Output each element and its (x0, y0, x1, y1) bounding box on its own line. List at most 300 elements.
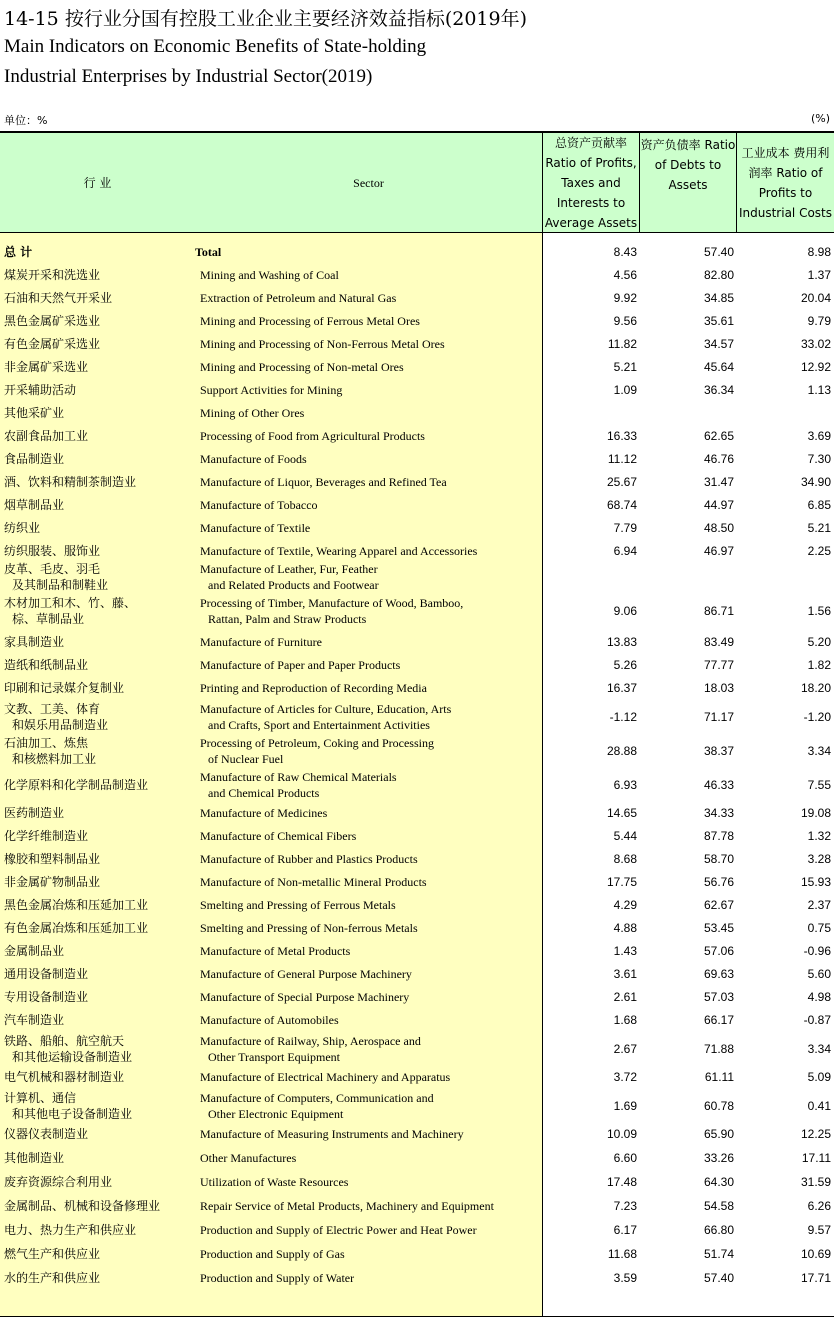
table-row (0, 561, 834, 593)
row-sector-zh (4, 701, 108, 733)
table-row (0, 1012, 834, 1028)
row-sector-zh (4, 313, 100, 329)
row-sector-zh-line: 开采辅助活动 (4, 383, 77, 397)
row-value-assets-ratio: 2.61 (613, 990, 637, 1004)
header-col1-zh: 总资产贡献率 (554, 135, 627, 150)
table-title-en-line2: Industrial Enterprises by Industrial Sector(2019) (4, 66, 373, 87)
row-sector-en (200, 701, 451, 733)
row-value-assets-ratio: 6.94 (613, 544, 637, 558)
row-value-cost-profit-ratio: 17.11 (801, 1151, 831, 1165)
row-value-debt-ratio: 57.40 (703, 1271, 734, 1285)
row-value-cost-profit-ratio: 17.71 (800, 1271, 831, 1285)
row-sector-en-line: and Crafts, Sport and Entertainment Activities (208, 718, 430, 732)
row-sector-zh (4, 966, 88, 982)
row-sector-zh-line: 金属制品、机械和设备修理业 (4, 1199, 161, 1213)
row-value-debt-ratio: 35.61 (703, 314, 734, 328)
row-sector-zh-line: 有色金属冶炼和压延加工业 (4, 921, 149, 935)
row-value-cost-profit-ratio: 5.60 (807, 967, 831, 981)
row-value-assets-ratio: 25.67 (606, 475, 637, 489)
table-row (0, 657, 834, 673)
row-sector-zh (4, 497, 64, 513)
row-sector-zh-line: 煤炭开采和洗选业 (4, 268, 101, 282)
row-sector-zh-line: 及其制品和制鞋业 (12, 578, 109, 592)
row-sector-zh-line: 总 计 (4, 245, 33, 259)
row-sector-en-line: Mining and Processing of Ferrous Metal Ores (200, 314, 420, 328)
row-sector-en-line: Smelting and Pressing of Ferrous Metals (200, 898, 396, 912)
row-sector-zh-line: 电气机械和器材制造业 (4, 1070, 125, 1084)
row-value-cost-profit-ratio: 6.85 (807, 498, 831, 512)
row-value-debt-ratio: 34.57 (703, 337, 734, 351)
table-row (0, 1069, 834, 1085)
row-sector-zh-line: 化学原料和化学制品制造业 (4, 778, 149, 792)
row-value-cost-profit-ratio: 5.20 (807, 635, 831, 649)
row-sector-zh-line: 皮革、毛皮、羽毛 (4, 562, 101, 576)
row-value-debt-ratio: 86.71 (703, 604, 734, 618)
row-sector-zh-line: 铁路、船舶、航空航天 (4, 1034, 125, 1048)
row-sector-zh (4, 777, 148, 793)
row-sector-en-line: Manufacture of Tobacco (200, 498, 318, 512)
row-value-assets-ratio: 6.17 (613, 1223, 637, 1237)
row-sector-en (200, 1033, 421, 1065)
row-sector-zh-line: 医药制造业 (4, 806, 65, 820)
header-divider (0, 232, 834, 233)
row-value-assets-ratio: 68.74 (606, 498, 637, 512)
header-col2-en2: Debts to (670, 158, 722, 172)
row-sector-en (200, 336, 445, 352)
row-sector-en-line: Mining and Processing of Non-Ferrous Metal Ores (200, 337, 445, 351)
row-sector-zh (4, 543, 100, 559)
row-sector-zh (4, 1090, 132, 1122)
row-sector-zh-line: 金属制品业 (4, 944, 65, 958)
row-sector-en (200, 1090, 434, 1122)
row-value-cost-profit-ratio: 7.55 (807, 778, 831, 792)
row-sector-zh-line: 石油加工、炼焦 (4, 736, 89, 750)
table-row (0, 1174, 834, 1190)
row-sector-en (200, 267, 339, 283)
row-sector-en-line: Processing of Food from Agricultural Products (200, 429, 425, 443)
row-sector-en (200, 989, 409, 1005)
row-sector-en-line: Manufacture of Textile (200, 521, 311, 535)
row-value-cost-profit-ratio: 1.13 (807, 383, 831, 397)
row-sector-zh-line: 木材加工和木、竹、藤、 (4, 596, 137, 610)
table-row (0, 595, 834, 627)
row-sector-zh-line: 非金属矿采选业 (4, 360, 89, 374)
row-value-cost-profit-ratio: 1.32 (807, 829, 831, 843)
row-value-assets-ratio: 16.37 (606, 681, 637, 695)
table-row (0, 769, 834, 801)
row-value-assets-ratio: 10.09 (606, 1127, 637, 1141)
row-value-cost-profit-ratio: 34.90 (800, 475, 831, 489)
row-sector-en (200, 1012, 339, 1028)
row-sector-zh (4, 874, 100, 890)
table-row (0, 1198, 834, 1214)
row-value-cost-profit-ratio: 20.04 (800, 291, 831, 305)
table-row (0, 920, 834, 936)
row-value-assets-ratio: 3.59 (613, 1271, 637, 1285)
row-sector-en-line: Printing and Reproduction of Recording Media (200, 681, 427, 695)
row-sector-en-line: Manufacture of Furniture (200, 635, 322, 649)
row-value-assets-ratio: 9.06 (613, 604, 637, 618)
row-value-assets-ratio: 5.44 (613, 829, 637, 843)
row-value-assets-ratio: 17.75 (606, 875, 637, 889)
row-sector-zh (4, 920, 148, 936)
table-title-en-line1: Main Indicators on Economic Benefits of State-holding (4, 36, 427, 57)
row-value-cost-profit-ratio: 12.92 (800, 360, 831, 374)
header-col1-en1: Ratio of Profits, (545, 155, 637, 170)
row-sector-en-line: Manufacture of Medicines (200, 806, 328, 820)
row-sector-en-line: Utilization of Waste Resources (200, 1175, 349, 1189)
row-sector-zh-line: 水的生产和供应业 (4, 1271, 101, 1285)
row-sector-zh (4, 1198, 160, 1214)
row-sector-en-line: Smelting and Pressing of Non-ferrous Metals (200, 921, 418, 935)
row-sector-en-line: Other Transport Equipment (208, 1050, 340, 1064)
row-value-debt-ratio: 82.80 (703, 268, 734, 282)
row-sector-zh-line: 黑色金属矿采选业 (4, 314, 101, 328)
row-sector-en (200, 595, 463, 627)
row-sector-en-line: Manufacture of Special Purpose Machinery (200, 990, 410, 1004)
row-sector-en-line: Total (195, 245, 222, 259)
table-row (0, 405, 834, 421)
row-value-cost-profit-ratio: 1.37 (807, 268, 831, 282)
row-value-debt-ratio: 54.58 (703, 1199, 734, 1213)
row-value-cost-profit-ratio: 3.69 (807, 429, 831, 443)
row-value-assets-ratio: 5.26 (613, 658, 637, 672)
row-value-debt-ratio: 57.03 (703, 990, 734, 1004)
row-sector-en-line: Manufacture of Non-metallic Mineral Products (200, 875, 427, 889)
row-value-debt-ratio: 34.33 (703, 806, 734, 820)
row-sector-zh-line: 纺织业 (4, 521, 41, 535)
row-value-cost-profit-ratio: -1.20 (803, 710, 831, 724)
row-value-cost-profit-ratio: 3.28 (807, 852, 831, 866)
row-sector-en-line: Repair Service of Metal Products, Machinery and Equipment (200, 1199, 494, 1213)
row-value-assets-ratio: 6.60 (613, 1151, 637, 1165)
row-sector-zh (4, 828, 88, 844)
row-sector-zh-line: 纺织服装、服饰业 (4, 544, 101, 558)
row-sector-en (200, 359, 404, 375)
row-sector-en-line: Manufacture of Paper and Paper Products (200, 658, 401, 672)
row-sector-zh (4, 336, 100, 352)
row-value-cost-profit-ratio: 9.79 (807, 314, 831, 328)
row-sector-en-line: Manufacture of General Purpose Machinery (200, 967, 412, 981)
row-sector-zh-line: 燃气生产和供应业 (4, 1247, 101, 1261)
row-value-debt-ratio: 60.78 (703, 1099, 734, 1113)
table-row (0, 989, 834, 1005)
row-value-cost-profit-ratio: 4.98 (807, 990, 831, 1004)
row-sector-zh (4, 451, 64, 467)
row-sector-en (195, 244, 221, 260)
row-value-debt-ratio: 57.40 (703, 245, 734, 259)
row-value-assets-ratio: 9.92 (613, 291, 637, 305)
table-row (0, 1222, 834, 1238)
table-row (0, 290, 834, 306)
row-sector-zh-line: 和娱乐用品制造业 (12, 718, 109, 732)
header-col3-en1: Ratio of (776, 165, 823, 180)
row-value-assets-ratio: 16.33 (606, 429, 637, 443)
row-value-debt-ratio: 33.26 (703, 1151, 734, 1165)
row-sector-en-line: Manufacture of Articles for Culture, Education, Arts (200, 702, 452, 716)
row-value-cost-profit-ratio: 15.93 (800, 875, 831, 889)
row-sector-en (200, 966, 412, 982)
row-sector-en-line: of Nuclear Fuel (208, 752, 284, 766)
row-value-assets-ratio: 1.43 (613, 944, 637, 958)
row-sector-zh (4, 634, 64, 650)
header-col2-en1: Ratio of (654, 138, 736, 172)
row-sector-zh (4, 290, 112, 306)
row-value-debt-ratio: 71.88 (703, 1042, 734, 1056)
header-col3-en3: Industrial Costs (738, 205, 833, 220)
row-value-debt-ratio: 61.11 (704, 1070, 734, 1084)
row-sector-zh (4, 805, 64, 821)
row-sector-zh (4, 943, 64, 959)
row-value-debt-ratio: 66.17 (703, 1013, 734, 1027)
row-value-assets-ratio: 1.68 (613, 1013, 637, 1027)
row-sector-en-line: Mining and Processing of Non-metal Ores (200, 360, 404, 374)
row-sector-en-line: Manufacture of Chemical Fibers (200, 829, 357, 843)
row-sector-en (200, 561, 379, 593)
table-row (0, 966, 834, 982)
row-sector-zh-line: 其他采矿业 (4, 406, 65, 420)
row-sector-zh-line: 和其他运输设备制造业 (12, 1050, 133, 1064)
row-sector-en-line: Rattan, Palm and Straw Products (208, 612, 367, 626)
table-row (0, 1126, 834, 1142)
row-value-cost-profit-ratio: 5.09 (807, 1070, 831, 1084)
row-sector-en-line: Manufacture of Foods (200, 452, 307, 466)
row-sector-en (200, 428, 425, 444)
row-value-debt-ratio: 46.76 (703, 452, 734, 466)
row-sector-en (200, 1222, 477, 1238)
header-col1-en4: Average Assets (544, 215, 638, 230)
row-sector-en (200, 943, 350, 959)
unit-label-right: (%) (810, 112, 830, 125)
row-sector-zh (4, 680, 124, 696)
header-col2-zh: 资产负债率 (640, 138, 701, 152)
row-sector-zh (4, 244, 32, 260)
table-row (0, 701, 834, 733)
table-row (0, 680, 834, 696)
header-col1 (543, 133, 639, 232)
table-row (0, 451, 834, 467)
row-value-debt-ratio: 58.70 (703, 852, 734, 866)
row-sector-zh (4, 989, 88, 1005)
row-sector-en-line: Manufacture of Railway, Ship, Aerospace and (200, 1034, 421, 1048)
row-sector-en (200, 920, 418, 936)
row-value-assets-ratio: 8.68 (613, 852, 637, 866)
row-sector-zh (4, 428, 88, 444)
row-sector-en (200, 382, 342, 398)
row-sector-zh-line: 印刷和记录媒介复制业 (4, 681, 125, 695)
row-sector-en (200, 290, 396, 306)
header-col2 (640, 133, 736, 232)
row-sector-zh-line: 其他制造业 (4, 1151, 65, 1165)
row-sector-zh-line: 通用设备制造业 (4, 967, 89, 981)
header-col3-zh2: 费用利润率 (748, 145, 830, 180)
row-sector-en (200, 769, 397, 801)
row-sector-en (200, 1150, 296, 1166)
row-sector-zh (4, 1126, 88, 1142)
row-value-assets-ratio: 4.56 (613, 268, 637, 282)
row-sector-en-line: Mining and Washing of Coal (200, 268, 339, 282)
row-sector-en-line: Other Electronic Equipment (208, 1107, 344, 1121)
row-sector-en-line: Manufacture of Rubber and Plastics Products (200, 852, 418, 866)
table-row (0, 336, 834, 352)
row-value-debt-ratio: 44.97 (703, 498, 734, 512)
row-sector-en (200, 474, 447, 490)
row-sector-en (200, 1198, 494, 1214)
row-sector-en (200, 497, 318, 513)
row-sector-zh (4, 474, 136, 490)
row-value-assets-ratio: 9.56 (613, 314, 637, 328)
row-sector-en (200, 828, 356, 844)
row-sector-en-line: Processing of Petroleum, Coking and Processing (200, 736, 434, 750)
header-col3-zh1: 工业成本 (741, 145, 790, 160)
row-value-debt-ratio: 69.63 (703, 967, 734, 981)
row-value-cost-profit-ratio: -0.96 (803, 944, 831, 958)
row-value-cost-profit-ratio: 2.25 (807, 544, 831, 558)
row-value-cost-profit-ratio: 3.34 (807, 744, 831, 758)
row-sector-en-line: and Related Products and Footwear (208, 578, 379, 592)
row-sector-en-line: Extraction of Petroleum and Natural Gas (200, 291, 397, 305)
row-value-debt-ratio: 65.90 (703, 1127, 734, 1141)
row-value-debt-ratio: 57.06 (703, 944, 734, 958)
row-value-cost-profit-ratio: 1.82 (807, 658, 831, 672)
row-sector-zh-line: 和其他电子设备制造业 (12, 1107, 133, 1121)
row-sector-zh-line: 非金属矿物制品业 (4, 875, 101, 889)
row-sector-en-line: Manufacture of Textile, Wearing Apparel and Accessories (200, 544, 478, 558)
row-value-cost-profit-ratio: 19.08 (800, 806, 831, 820)
row-sector-en (200, 1069, 450, 1085)
table-row (0, 897, 834, 913)
header-col1-en3: Interests to (556, 195, 626, 210)
row-value-debt-ratio: 87.78 (703, 829, 734, 843)
row-sector-zh-line: 黑色金属冶炼和压延加工业 (4, 898, 149, 912)
table-row (0, 828, 834, 844)
header-col2-en3: Assets (668, 178, 708, 192)
row-value-debt-ratio: 64.30 (703, 1175, 734, 1189)
row-sector-en-line: Manufacture of Automobiles (200, 1013, 339, 1027)
row-value-assets-ratio: 11.68 (607, 1247, 637, 1261)
row-sector-en (200, 1126, 464, 1142)
row-sector-zh-line: 化学纤维制造业 (4, 829, 89, 843)
row-sector-en-line: Production and Supply of Gas (200, 1247, 345, 1261)
row-sector-zh (4, 1033, 132, 1065)
row-sector-en-line: Production and Supply of Electric Power and Heat Power (200, 1223, 477, 1237)
row-sector-en (200, 1174, 348, 1190)
header-col3 (737, 133, 834, 232)
row-sector-en (200, 735, 434, 767)
table-row (0, 359, 834, 375)
row-value-debt-ratio: 31.47 (703, 475, 734, 489)
table-bottom-border (0, 1316, 834, 1317)
table-row (0, 1090, 834, 1122)
row-sector-en (200, 680, 427, 696)
header-sector-zh: 行 业 (83, 175, 112, 190)
row-sector-zh-line: 专用设备制造业 (4, 990, 89, 1004)
row-value-debt-ratio: 48.50 (703, 521, 734, 535)
row-sector-en-line: Manufacture of Computers, Communication and (200, 1091, 434, 1105)
row-sector-en-line: and Chemical Products (208, 786, 320, 800)
row-value-assets-ratio: 1.09 (613, 383, 637, 397)
table-row (0, 520, 834, 536)
row-sector-en-line: Manufacture of Measuring Instruments and Machinery (200, 1127, 464, 1141)
table-row (0, 1150, 834, 1166)
header-col1-en2: Taxes and (561, 175, 621, 190)
row-value-debt-ratio: 51.74 (703, 1247, 734, 1261)
row-value-assets-ratio: 7.23 (613, 1199, 637, 1213)
row-value-cost-profit-ratio: 8.98 (807, 245, 831, 259)
row-sector-zh-line: 和核燃料加工业 (12, 752, 97, 766)
row-sector-zh (4, 1222, 136, 1238)
row-sector-en-line: Production and Supply of Water (200, 1271, 355, 1285)
row-value-assets-ratio: 17.48 (606, 1175, 637, 1189)
row-sector-en (200, 543, 477, 559)
row-value-cost-profit-ratio: 5.21 (807, 521, 831, 535)
row-sector-en-line: Manufacture of Leather, Fur, Feather (200, 562, 378, 576)
row-sector-zh (4, 1150, 64, 1166)
row-value-debt-ratio: 38.37 (703, 744, 734, 758)
row-value-cost-profit-ratio: 0.75 (807, 921, 831, 935)
row-sector-en (200, 1270, 354, 1286)
row-sector-en-line: Other Manufactures (200, 1151, 297, 1165)
row-value-debt-ratio: 71.17 (703, 710, 734, 724)
row-value-assets-ratio: 4.29 (613, 898, 637, 912)
row-value-assets-ratio: 5.21 (613, 360, 637, 374)
row-value-cost-profit-ratio: 1.56 (807, 604, 831, 618)
row-sector-zh-line: 棕、草制品业 (12, 612, 85, 626)
row-value-cost-profit-ratio: 33.02 (800, 337, 831, 351)
row-value-cost-profit-ratio: 3.34 (807, 1042, 831, 1056)
row-sector-en (200, 805, 327, 821)
row-value-debt-ratio: 46.97 (703, 544, 734, 558)
row-sector-zh (4, 657, 88, 673)
table-row (0, 313, 834, 329)
row-value-assets-ratio: 6.93 (613, 778, 637, 792)
row-value-assets-ratio: 11.12 (607, 452, 637, 466)
row-value-assets-ratio: 3.72 (613, 1070, 637, 1084)
row-sector-zh (4, 851, 100, 867)
data-table (0, 131, 834, 1317)
row-value-debt-ratio: 53.45 (703, 921, 734, 935)
table-row (0, 1246, 834, 1262)
row-value-cost-profit-ratio: 6.26 (807, 1199, 831, 1213)
row-sector-zh-line: 仪器仪表制造业 (4, 1127, 89, 1141)
row-sector-zh (4, 1246, 100, 1262)
row-sector-en-line: Support Activities for Mining (200, 383, 343, 397)
row-sector-en-line: Mining of Other Ores (200, 406, 305, 420)
row-sector-en (200, 313, 420, 329)
table-row (0, 382, 834, 398)
row-value-cost-profit-ratio: 7.30 (807, 452, 831, 466)
row-sector-zh (4, 1174, 112, 1190)
row-sector-zh-line: 家具制造业 (4, 635, 65, 649)
row-sector-zh (4, 1069, 124, 1085)
table-row (0, 805, 834, 821)
header-sector-en: Sector (353, 175, 384, 190)
row-sector-en (200, 657, 400, 673)
row-sector-zh-line: 电力、热力生产和供应业 (4, 1223, 137, 1237)
row-value-cost-profit-ratio: 2.37 (807, 898, 831, 912)
table-row (0, 497, 834, 513)
row-sector-zh (4, 359, 88, 375)
row-sector-zh (4, 735, 96, 767)
row-sector-en (200, 405, 304, 421)
row-sector-zh (4, 1270, 100, 1286)
row-value-cost-profit-ratio: 31.59 (800, 1175, 831, 1189)
row-sector-zh (4, 561, 108, 593)
row-value-debt-ratio: 18.03 (703, 681, 734, 695)
row-value-debt-ratio: 77.77 (703, 658, 734, 672)
table-row (0, 1033, 834, 1065)
table-row (0, 874, 834, 890)
